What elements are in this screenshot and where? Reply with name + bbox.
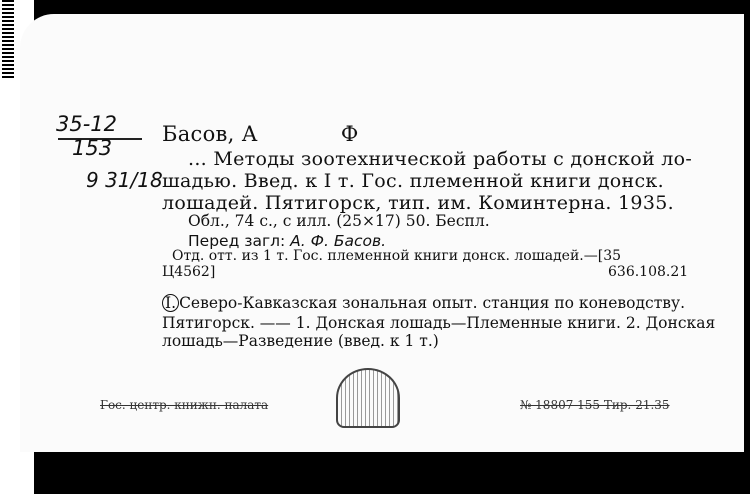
bottom-edge — [34, 452, 750, 494]
punch-hole — [336, 368, 400, 428]
call-number-top: 35-12 — [56, 112, 118, 136]
title-line-3: лошадей. Пятигорск, тип. им. Коминтерна. 1935. — [162, 192, 674, 214]
handwritten-note: 9 31/18 — [86, 168, 163, 192]
footer-imprint-left: Гос. центр. книжн. палата — [100, 398, 269, 412]
physical-description: Обл., 74 с., с илл. (25×17) 50. Беспл. — [188, 212, 490, 230]
author-heading: Басов, А Ф — [162, 122, 359, 146]
classification-number: 636.108.21 — [608, 264, 689, 280]
title-page-note: Перед загл: А. Ф. Басов. — [188, 232, 387, 250]
tracing-line-2: Пятигорск. —— 1. Донская лошадь—Племенные книги. 2. Донская — [162, 314, 716, 332]
bottom-left-margin — [0, 452, 34, 494]
accession-number: Ц4562] — [162, 264, 216, 280]
tracing-line-1: I. Северо-Кавказская зональная опыт. станция по коневодству. — [162, 294, 685, 312]
footer-imprint-right: № 18807 155 Тир. 21.35 — [520, 398, 670, 412]
title-line-2: шадью. Введ. к I т. Гос. племенной книги донск. — [162, 170, 664, 192]
title-line-1: ... Методы зоотехнической работы с донской ло- — [188, 148, 693, 170]
call-number-bottom: 153 — [72, 136, 113, 160]
tracing-line-3: лошадь—Разведение (введ. к 1 т.) — [162, 332, 439, 350]
offprint-note: Отд. отт. из 1 т. Гос. племенной книги донск. лошадей.—[35 — [172, 248, 622, 264]
